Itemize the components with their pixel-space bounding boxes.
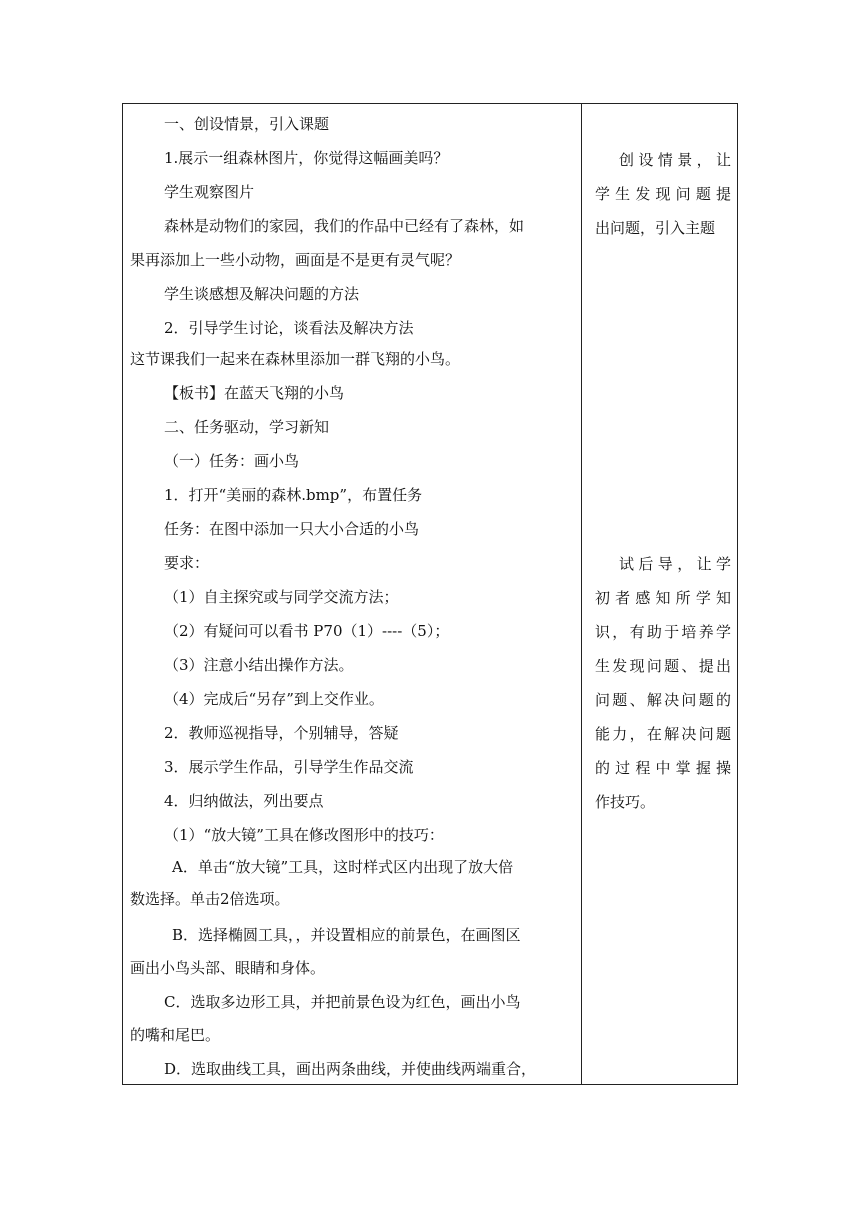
text-line: （3）注意小结出操作方法。: [164, 656, 354, 674]
note-line: 创设情景，让: [619, 151, 731, 169]
note-line: 初者感知所学知: [595, 589, 731, 607]
text-line: 任务：在图中添加一只大小合适的小鸟: [164, 520, 420, 538]
text-line: （2）有疑问可以看书 P70（1）----（5）；: [164, 622, 450, 640]
text-line: 1．打开“美丽的森林.bmp”，布置任务: [164, 486, 423, 504]
text-line: 画出小鸟头部、眼睛和身体。: [130, 959, 326, 977]
text-line: 【板书】在蓝天飞翔的小鸟: [164, 384, 345, 402]
design-note: [595, 547, 731, 819]
note-line: 识，有助于培养学: [595, 623, 731, 641]
note-line: 能力，在解决问题: [595, 725, 731, 743]
text-line: 数选择。单击2倍选项。: [130, 890, 290, 908]
note-line: 试后导，让学: [619, 555, 731, 573]
text-line: 学生谈感想及解决问题的方法: [164, 285, 360, 303]
text-line: D．选取曲线工具，画出两条曲线，并使曲线两端重合，: [164, 1060, 537, 1078]
text-line: （4）完成后“另存”到上交作业。: [164, 690, 384, 708]
text-line: 的嘴和尾巴。: [130, 1026, 221, 1044]
text-line: 要求：: [164, 554, 210, 572]
text-line: B．选择椭圆工具，，并设置相应的前景色，在画图区: [172, 926, 521, 944]
text-line: （一）任务：画小鸟: [164, 452, 300, 470]
text-line: A．单击“放大镜”工具，这时样式区内出现了放大倍: [172, 858, 514, 876]
text-line: 4．归纳做法，列出要点: [164, 792, 324, 810]
text-line: 森林是动物们的家园，我们的作品中已经有了森林，如: [164, 217, 525, 235]
note-line: 的过程中掌握操: [595, 759, 731, 777]
text-line: （1）自主探究或与同学交流方法；: [164, 588, 399, 606]
design-note: [595, 143, 731, 245]
text-line: 这节课我们一起来在森林里添加一群飞翔的小鸟。: [130, 350, 461, 368]
text-line: 1.展示一组森林图片，你觉得这幅画美吗？: [164, 149, 449, 167]
text-line: 3．展示学生作品，引导学生作品交流: [164, 758, 414, 776]
note-line: 问题、解决问题的: [595, 691, 731, 709]
text-line: 一、创设情景，引入课题: [164, 115, 330, 133]
text-line: C．选取多边形工具，并把前景色设为红色，画出小鸟: [164, 993, 521, 1011]
text-line: 果再添加上一些小动物，画面是不是更有灵气呢？: [130, 251, 461, 269]
text-line: （1）“放大镜”工具在修改图形中的技巧：: [164, 826, 444, 844]
text-line: 2．引导学生讨论，谈看法及解决方法: [164, 319, 414, 337]
note-line: 生发现问题、提出: [595, 657, 731, 675]
text-line: 2．教师巡视指导，个别辅导，答疑: [164, 724, 399, 742]
note-line: 学生发现问题提: [595, 185, 731, 203]
text-line: 二、任务驱动，学习新知: [164, 418, 330, 436]
text-line: 学生观察图片: [164, 183, 255, 201]
column-divider: [581, 103, 582, 1085]
note-line: 作技巧。: [595, 793, 656, 811]
note-line: 出问题，引入主题: [595, 219, 716, 237]
